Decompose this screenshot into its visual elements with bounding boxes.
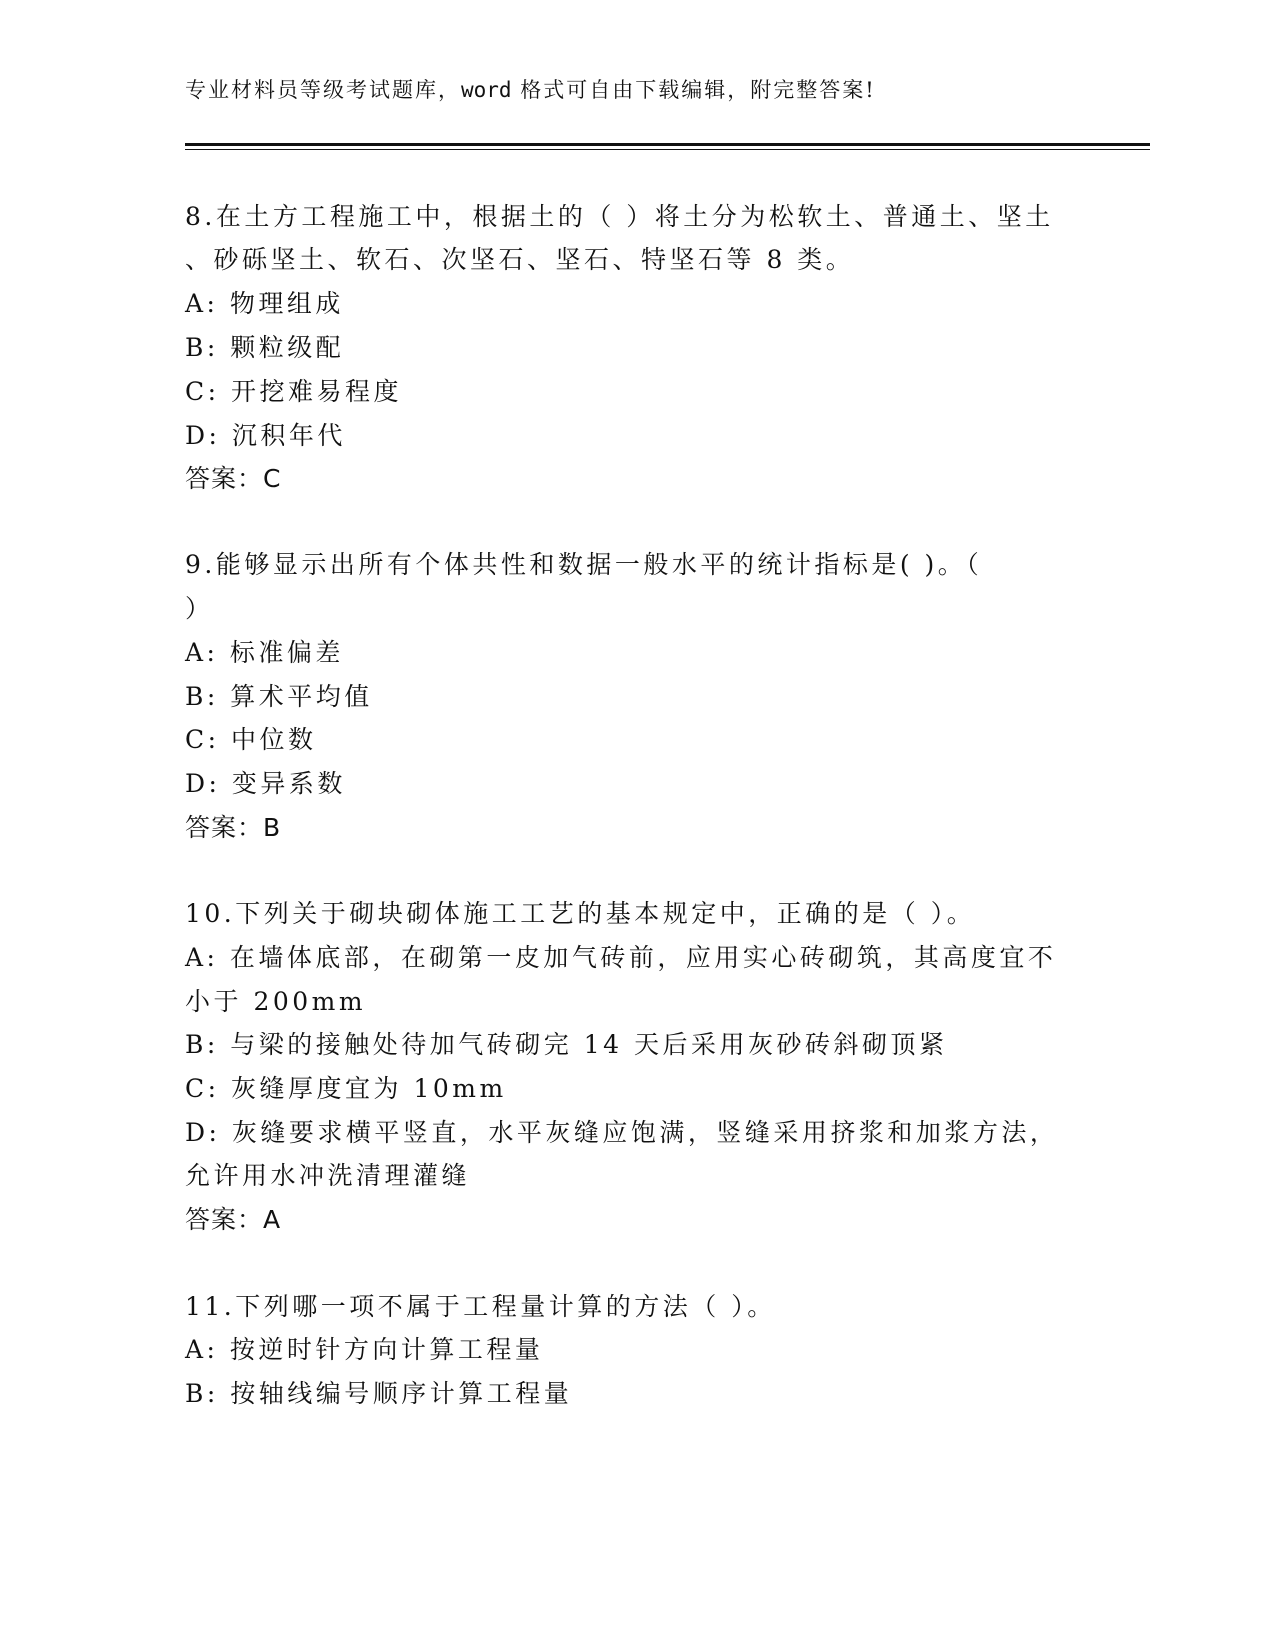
question-10-option-a-line-2: 小于 200mm bbox=[185, 987, 367, 1016]
page-header bbox=[185, 74, 876, 104]
question-9-option-d: D: 变异系数 bbox=[185, 769, 346, 798]
header-rule-thick bbox=[185, 143, 1150, 146]
question-9-answer: 答案：B bbox=[185, 813, 282, 842]
header-text-part2: 格式可自由下载编辑，附完整答案! bbox=[511, 78, 876, 102]
question-8-option-b: B: 颗粒级配 bbox=[185, 333, 345, 362]
header-text-word: word bbox=[461, 78, 512, 102]
header-text-part1: 专业材料员等级考试题库， bbox=[185, 78, 461, 102]
question-8-stem-line-1: 8.在土方工程施工中，根据土的（ ）将土分为松软土、普通土、坚土 bbox=[185, 202, 1054, 231]
question-10-answer: 答案：A bbox=[185, 1205, 282, 1234]
question-8-option-a: A: 物理组成 bbox=[185, 289, 344, 318]
question-8-answer: 答案：C bbox=[185, 464, 282, 493]
question-10-option-c: C: 灰缝厚度宜为 10mm bbox=[185, 1074, 507, 1103]
question-11-option-a: A: 按逆时针方向计算工程量 bbox=[185, 1335, 544, 1364]
question-11-stem-line-1: 11.下列哪一项不属于工程量计算的方法（ ）。 bbox=[185, 1292, 776, 1321]
question-9-option-a: A: 标准偏差 bbox=[185, 638, 344, 667]
question-8-option-c: C: 开挖难易程度 bbox=[185, 377, 402, 406]
question-9-option-c: C: 中位数 bbox=[185, 725, 317, 754]
header-rule-thin bbox=[185, 149, 1150, 150]
question-8-option-d: D: 沉积年代 bbox=[185, 421, 346, 450]
question-8-stem-line-2: 、砂砾坚土、软石、次坚石、坚石、特坚石等 8 类。 bbox=[185, 245, 855, 274]
question-10-option-a-line-1: A: 在墙体底部，在砌第一皮加气砖前，应用实心砖砌筑，其高度宜不 bbox=[185, 943, 1057, 972]
question-10-option-d-line-2: 允许用水冲洗清理灌缝 bbox=[185, 1161, 471, 1190]
question-10-option-b: B: 与梁的接触处待加气砖砌完 14 天后采用灰砂砖斜砌顶紧 bbox=[185, 1030, 948, 1059]
question-9-stem-line-1: 9.能够显示出所有个体共性和数据一般水平的统计指标是( )。（ bbox=[185, 550, 983, 579]
question-11-option-b: B: 按轴线编号顺序计算工程量 bbox=[185, 1379, 573, 1408]
question-10-stem-line-1: 10.下列关于砌块砌体施工工艺的基本规定中，正确的是（ ）。 bbox=[185, 899, 976, 928]
question-9-option-b: B: 算术平均值 bbox=[185, 682, 373, 711]
question-9-stem-line-2: ） bbox=[185, 594, 214, 623]
question-10-option-d-line-1: D: 灰缝要求横平竖直，水平灰缝应饱满，竖缝采用挤浆和加浆方法， bbox=[185, 1118, 1059, 1147]
